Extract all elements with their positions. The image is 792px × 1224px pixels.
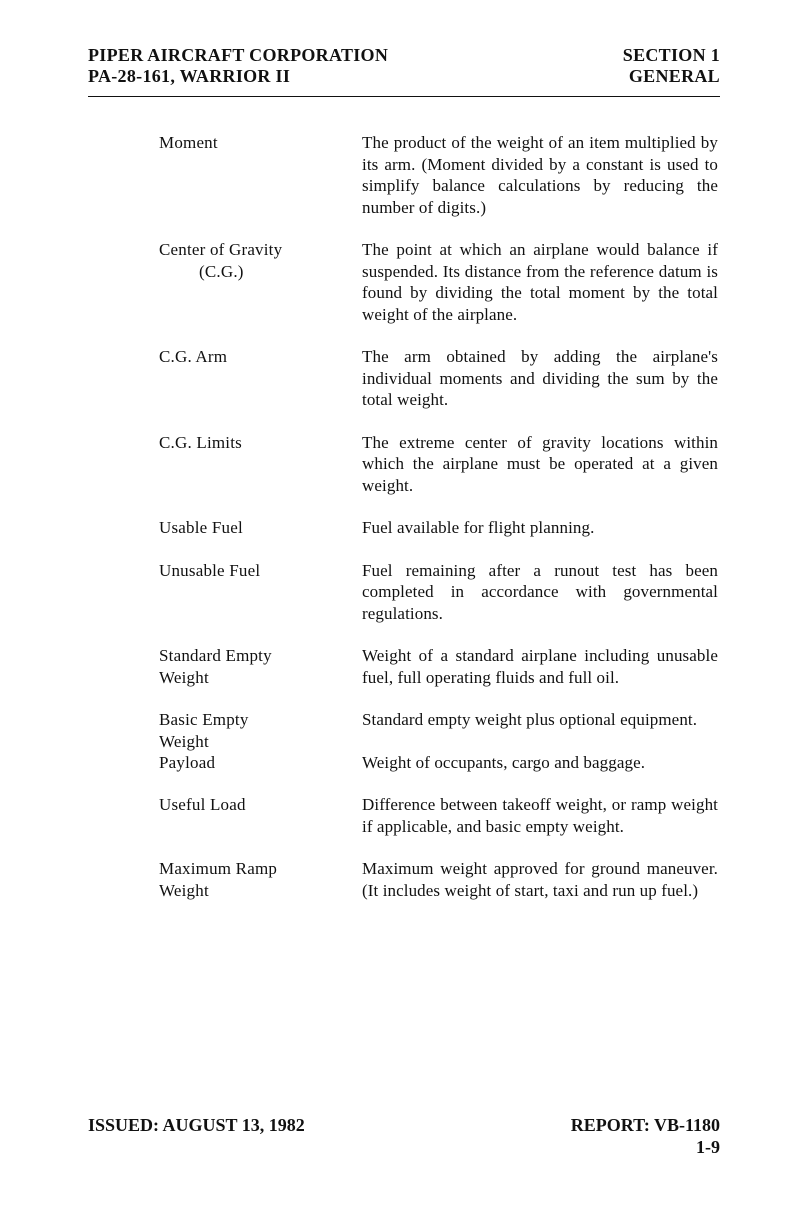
issued-date: ISSUED: AUGUST 13, 1982 <box>88 1115 305 1135</box>
definition-entry <box>0 517 792 539</box>
definition-entry <box>0 132 792 218</box>
term-line: Useful Load <box>159 795 246 814</box>
term-line: C.G. Limits <box>159 432 242 452</box>
definition-text: The point at which an airplane would balance if suspended. Its distance from the reference datum is found by dividing the total moment by the total weight of the airplane. <box>362 240 718 324</box>
definition-text: The arm obtained by adding the airplane's individual moments and dividing the sum by the total weight. <box>362 347 718 409</box>
term-line-2: Weight <box>159 667 209 687</box>
page-number: 1-9 <box>696 1137 720 1157</box>
definition-entry <box>0 752 792 774</box>
company-name: PIPER AIRCRAFT CORPORATION <box>88 45 389 65</box>
definition-text: Fuel remaining after a runout test has been completed in accordance with governmental regulations. <box>362 560 718 623</box>
header-rule <box>88 96 720 97</box>
term-line: Standard Empty <box>159 646 272 665</box>
definition-term <box>159 794 349 816</box>
definition-term <box>159 132 349 154</box>
term-line: Basic Empty <box>159 710 249 729</box>
report-number: REPORT: VB-1180 <box>570 1115 720 1135</box>
definition-text: The product of the weight of an item multiplied by its arm. (Moment divided by a constant is used to simplify balance calculations by reducing the number of digits.) <box>362 133 718 217</box>
definition-text: The extreme center of gravity locations within which the airplane must be operated at a given weight. <box>362 432 718 495</box>
section-title: GENERAL <box>628 66 720 86</box>
definition-text: Weight of a standard airplane including unusable fuel, full operating fluids and full oil. <box>362 646 718 687</box>
definition-entry <box>0 346 792 411</box>
term-line-2: Weight <box>159 731 209 751</box>
definition-entry <box>0 709 792 751</box>
term-line: Center of Gravity <box>159 240 283 259</box>
definition-entry <box>0 858 792 901</box>
term-line: Payload <box>159 752 216 772</box>
definition-text: Maximum weight approved for ground maneuver. (It includes weight of start, taxi and run up fuel.) <box>362 859 718 900</box>
aircraft-model: PA-28-161, WARRIOR II <box>88 66 291 86</box>
definition-term <box>159 752 349 774</box>
term-line: Usable Fuel <box>159 518 243 537</box>
definition-text: Standard empty weight plus optional equipment. <box>362 710 698 729</box>
definition-entry <box>0 794 792 837</box>
definition-entry <box>0 645 792 688</box>
definition-entry <box>0 239 792 325</box>
definition-term <box>159 517 349 539</box>
definition-term <box>159 858 349 901</box>
definition-text: Difference between takeoff weight, or ramp weight if applicable, and basic empty weight. <box>362 795 718 836</box>
definition-entry <box>0 432 792 497</box>
header-right <box>623 45 720 87</box>
definition-entry <box>0 560 792 625</box>
term-line-2: (C.G.) <box>199 261 244 281</box>
definition-text: Weight of occupants, cargo and baggage. <box>362 752 646 772</box>
term-line: Unusable Fuel <box>159 560 261 580</box>
definitions-list <box>0 132 792 901</box>
footer-right <box>571 1114 720 1158</box>
definition-term <box>159 239 349 282</box>
definition-term <box>159 432 349 454</box>
definition-term <box>159 645 349 688</box>
term-line: Moment <box>159 133 218 152</box>
definition-term <box>159 709 349 752</box>
section-number: SECTION 1 <box>622 45 720 65</box>
header-left <box>88 45 388 87</box>
term-line: C.G. Arm <box>159 347 228 366</box>
term-line: Maximum Ramp <box>159 859 278 878</box>
term-line-2: Weight <box>159 880 209 900</box>
definition-term <box>159 346 349 368</box>
definition-text: Fuel available for flight planning. <box>362 518 595 537</box>
definition-term <box>159 560 349 582</box>
